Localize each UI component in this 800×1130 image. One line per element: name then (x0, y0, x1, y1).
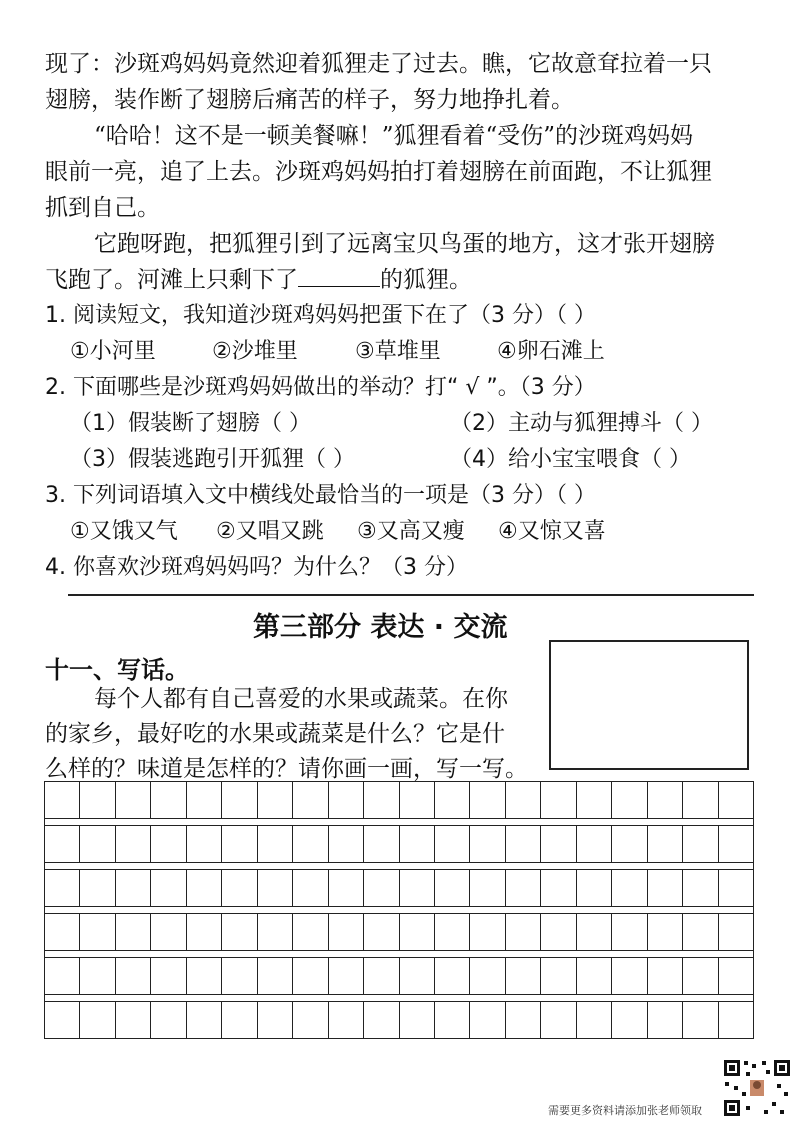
story-line-2: 翅膀，装作断了翅膀后痛苦的样子，努力地挣扎着。 (45, 87, 574, 113)
grid-cell[interactable] (293, 870, 328, 906)
grid-cell[interactable] (506, 914, 541, 950)
grid-cell[interactable] (116, 782, 151, 818)
grid-cell[interactable] (506, 870, 541, 906)
grid-cell[interactable] (151, 958, 186, 994)
grid-cell[interactable] (329, 1002, 364, 1038)
grid-cell[interactable] (541, 1002, 576, 1038)
grid-cell[interactable] (116, 870, 151, 906)
grid-cell[interactable] (329, 958, 364, 994)
grid-cell[interactable] (435, 1002, 470, 1038)
grid-cell[interactable] (80, 782, 115, 818)
q1-option-4[interactable]: ④卵石滩上 (497, 339, 605, 364)
q2-option-3[interactable]: （3）假装逃跑引开狐狸（ ） (70, 447, 355, 472)
writing-task-title: 十一、写话。 (45, 656, 189, 684)
grid-cell[interactable] (541, 826, 576, 862)
grid-cell[interactable] (612, 958, 647, 994)
grid-cell[interactable] (719, 958, 753, 994)
grid-cell[interactable] (329, 782, 364, 818)
grid-cell[interactable] (612, 1002, 647, 1038)
grid-cell[interactable] (719, 782, 753, 818)
q1-option-3[interactable]: ③草堆里 (355, 339, 441, 364)
q2-option-4[interactable]: （4）给小宝宝喂食（ ） (450, 447, 691, 472)
story-line-5: 抓到自己。 (45, 195, 160, 221)
grid-cell[interactable] (648, 782, 683, 818)
grid-row[interactable] (44, 781, 754, 819)
grid-cell[interactable] (683, 826, 718, 862)
q3-option-3[interactable]: ③又高又瘦 (357, 519, 465, 544)
grid-cell[interactable] (435, 914, 470, 950)
question-3: 3. 下列词语填入文中横线处最恰当的一项是（3 分）（ ） (45, 483, 596, 508)
grid-cell[interactable] (400, 782, 435, 818)
story-line-4: 眼前一亮，追了上去。沙斑鸡妈妈拍打着翅膀在前面跑，不让狐狸 (45, 159, 712, 185)
grid-row[interactable] (44, 869, 754, 907)
grid-cell[interactable] (400, 826, 435, 862)
writing-prompt-line-2: 的家乡，最好吃的水果或蔬菜是什么？它是什 (45, 721, 505, 747)
grid-cell[interactable] (258, 1002, 293, 1038)
grid-cell[interactable] (116, 1002, 151, 1038)
grid-cell[interactable] (222, 958, 257, 994)
grid-cell[interactable] (648, 826, 683, 862)
grid-cell[interactable] (577, 958, 612, 994)
grid-cell[interactable] (222, 826, 257, 862)
grid-cell[interactable] (719, 870, 753, 906)
grid-cell[interactable] (293, 914, 328, 950)
grid-cell[interactable] (541, 782, 576, 818)
grid-cell[interactable] (222, 782, 257, 818)
grid-cell[interactable] (45, 914, 80, 950)
question-4: 4. 你喜欢沙斑鸡妈妈吗？为什么？（3 分） (45, 555, 468, 580)
grid-cell[interactable] (719, 1002, 753, 1038)
writing-prompt-line-1: 每个人都有自己喜爱的水果或蔬菜。在你 (94, 686, 508, 712)
grid-cell[interactable] (187, 782, 222, 818)
grid-cell[interactable] (506, 782, 541, 818)
grid-cell[interactable] (435, 826, 470, 862)
grid-cell[interactable] (577, 782, 612, 818)
grid-row[interactable] (44, 825, 754, 863)
grid-cell[interactable] (116, 914, 151, 950)
grid-cell[interactable] (293, 826, 328, 862)
q1-option-1[interactable]: ①小河里 (70, 339, 156, 364)
section-divider (68, 594, 754, 596)
grid-cell[interactable] (470, 870, 505, 906)
grid-cell[interactable] (222, 1002, 257, 1038)
grid-cell[interactable] (435, 782, 470, 818)
q3-option-4[interactable]: ④又惊又喜 (498, 519, 606, 544)
grid-cell[interactable] (45, 782, 80, 818)
grid-cell[interactable] (222, 870, 257, 906)
grid-cell[interactable] (151, 914, 186, 950)
grid-cell[interactable] (683, 1002, 718, 1038)
grid-cell[interactable] (329, 870, 364, 906)
grid-cell[interactable] (187, 870, 222, 906)
grid-cell[interactable] (506, 1002, 541, 1038)
grid-cell[interactable] (151, 870, 186, 906)
grid-cell[interactable] (577, 1002, 612, 1038)
grid-cell[interactable] (293, 958, 328, 994)
grid-cell[interactable] (648, 870, 683, 906)
grid-cell[interactable] (45, 826, 80, 862)
grid-cell[interactable] (470, 782, 505, 818)
grid-cell[interactable] (683, 958, 718, 994)
grid-cell[interactable] (400, 1002, 435, 1038)
grid-cell[interactable] (470, 826, 505, 862)
grid-cell[interactable] (80, 826, 115, 862)
story-line-7-start: 飞跑了。河滩上只剩下了 (45, 267, 298, 293)
story-line-1: 现了：沙斑鸡妈妈竟然迎着狐狸走了过去。瞧，它故意耷拉着一只 (45, 51, 712, 77)
grid-cell[interactable] (541, 914, 576, 950)
grid-cell[interactable] (364, 826, 399, 862)
story-line-3: “哈哈！这不是一顿美餐嘛！”狐狸看着“受伤”的沙斑鸡妈妈 (94, 123, 694, 149)
grid-cell[interactable] (116, 958, 151, 994)
grid-cell[interactable] (364, 958, 399, 994)
grid-cell[interactable] (541, 870, 576, 906)
grid-cell[interactable] (470, 1002, 505, 1038)
grid-cell[interactable] (577, 914, 612, 950)
grid-cell[interactable] (151, 1002, 186, 1038)
grid-cell[interactable] (329, 914, 364, 950)
section-title: 第三部分 表达 · 交流 (253, 612, 508, 643)
grid-cell[interactable] (116, 826, 151, 862)
grid-cell[interactable] (364, 782, 399, 818)
q2-option-1[interactable]: （1）假装断了翅膀（ ） (70, 411, 311, 436)
grid-cell[interactable] (400, 914, 435, 950)
grid-cell[interactable] (506, 826, 541, 862)
story-line-7 (45, 266, 472, 294)
grid-cell[interactable] (612, 914, 647, 950)
grid-cell[interactable] (648, 1002, 683, 1038)
grid-cell[interactable] (400, 870, 435, 906)
grid-cell[interactable] (45, 1002, 80, 1038)
grid-cell[interactable] (187, 826, 222, 862)
writing-prompt-line-3: 么样的？味道是怎样的？请你画一画，写一写。 (45, 756, 528, 782)
grid-cell[interactable] (364, 1002, 399, 1038)
grid-cell[interactable] (470, 958, 505, 994)
fill-blank[interactable] (298, 266, 380, 287)
grid-cell[interactable] (293, 782, 328, 818)
grid-cell[interactable] (258, 870, 293, 906)
grid-row[interactable] (44, 957, 754, 995)
grid-cell[interactable] (258, 958, 293, 994)
grid-cell[interactable] (151, 826, 186, 862)
grid-cell[interactable] (506, 958, 541, 994)
grid-cell[interactable] (435, 958, 470, 994)
q1-option-2[interactable]: ②沙堆里 (212, 339, 298, 364)
story-line-6: 它跑呀跑，把狐狸引到了远离宝贝鸟蛋的地方，这才张开翅膀 (94, 231, 715, 257)
q2-option-2[interactable]: （2）主动与狐狸搏斗（ ） (450, 411, 713, 436)
grid-cell[interactable] (222, 914, 257, 950)
grid-cell[interactable] (541, 958, 576, 994)
grid-cell[interactable] (612, 826, 647, 862)
grid-cell[interactable] (577, 870, 612, 906)
grid-cell[interactable] (612, 870, 647, 906)
grid-cell[interactable] (80, 1002, 115, 1038)
grid-cell[interactable] (719, 914, 753, 950)
grid-cell[interactable] (648, 914, 683, 950)
grid-row[interactable] (44, 913, 754, 951)
drawing-box[interactable] (549, 640, 749, 770)
qr-code-icon (722, 1058, 792, 1118)
grid-cell[interactable] (364, 914, 399, 950)
grid-cell[interactable] (80, 958, 115, 994)
grid-cell[interactable] (329, 826, 364, 862)
grid-cell[interactable] (45, 870, 80, 906)
grid-cell[interactable] (435, 870, 470, 906)
question-2: 2. 下面哪些是沙斑鸡妈妈做出的举动？打“ √ ”。（3 分） (45, 375, 596, 400)
grid-row[interactable] (44, 1001, 754, 1039)
grid-cell[interactable] (470, 914, 505, 950)
grid-cell[interactable] (151, 782, 186, 818)
grid-cell[interactable] (80, 914, 115, 950)
grid-cell[interactable] (577, 826, 612, 862)
q3-option-1[interactable]: ①又饿又气 (70, 519, 178, 544)
grid-cell[interactable] (612, 782, 647, 818)
grid-cell[interactable] (258, 826, 293, 862)
grid-cell[interactable] (45, 958, 80, 994)
grid-cell[interactable] (683, 870, 718, 906)
grid-cell[interactable] (80, 870, 115, 906)
story-line-7-end: 的狐狸。 (380, 267, 472, 293)
q3-option-2[interactable]: ②又唱又跳 (216, 519, 324, 544)
grid-cell[interactable] (258, 914, 293, 950)
grid-cell[interactable] (187, 914, 222, 950)
grid-cell[interactable] (400, 958, 435, 994)
grid-cell[interactable] (187, 958, 222, 994)
grid-cell[interactable] (293, 1002, 328, 1038)
grid-cell[interactable] (683, 914, 718, 950)
grid-cell[interactable] (187, 1002, 222, 1038)
grid-cell[interactable] (683, 782, 718, 818)
grid-cell[interactable] (648, 958, 683, 994)
grid-cell[interactable] (719, 826, 753, 862)
grid-cell[interactable] (364, 870, 399, 906)
footer-note: 需要更多资料请添加张老师领取 (548, 1104, 702, 1117)
grid-cell[interactable] (258, 782, 293, 818)
question-1: 1. 阅读短文，我知道沙斑鸡妈妈把蛋下在了（3 分）（ ） (45, 303, 596, 328)
